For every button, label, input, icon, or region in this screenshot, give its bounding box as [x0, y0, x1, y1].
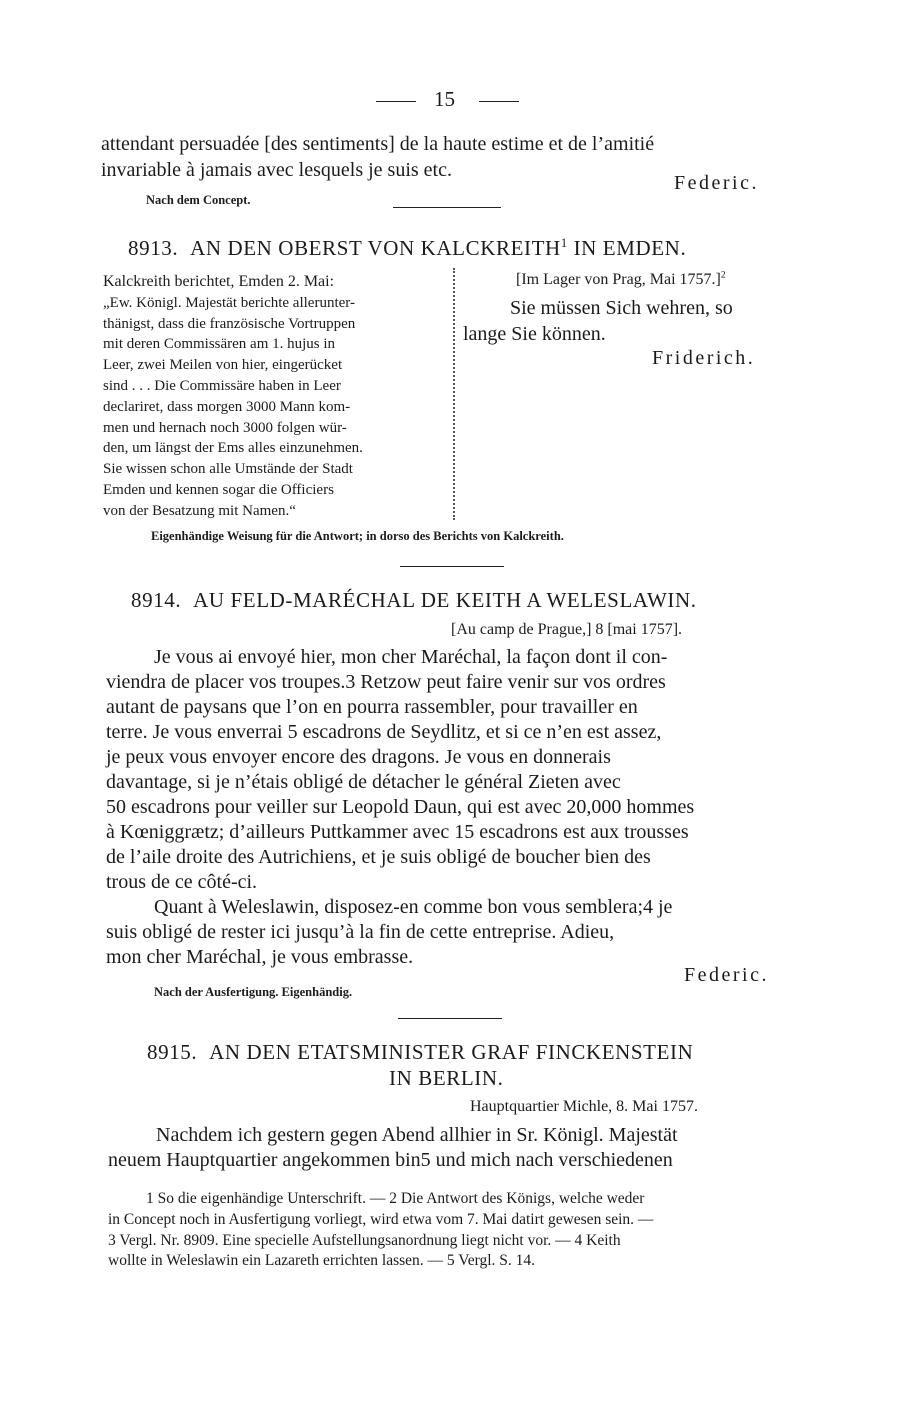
- letter-8914-line-13: mon cher Maréchal, je vous embrasse.: [106, 946, 414, 968]
- letter-8914-signature: Federic.: [684, 964, 769, 986]
- letter-8914-line-6: davantage, si je n’étais obligé de détacher le général Zieten avec: [106, 771, 621, 793]
- footnote-line-2: in Concept noch in Ausfertigung vorliegt, wird etwa vom 7. Mai datirt gewesen sein. —: [108, 1210, 654, 1228]
- letter-8915-line-1: Nachdem ich gestern gegen Abend allhier in Sr. Königl. Majestät: [156, 1124, 678, 1146]
- letter-8915-body: [108, 1123, 806, 1173]
- letter-8914-line-9: de l’aile droite des Autrichiens, et je suis obligé de boucher bien des: [106, 846, 651, 868]
- report-line-2: „Ew. Königl. Majestät berichte allerunter-: [103, 294, 355, 311]
- letter-8915-number: 8915.: [147, 1040, 198, 1064]
- letter-8914-line-7: 50 escadrons pour veiller sur Leopold Daun, qui est avec 20,000 hommes: [106, 796, 695, 818]
- letter-8914-line-12: suis obligé de rester ici jusqu’à la fin de cette entreprise. Adieu,: [106, 921, 615, 943]
- letter-8914-line-5: je peux vous envoyer encore des dragons. Je vous en donnerais: [106, 746, 611, 768]
- letter-8913-number: 8913.: [128, 236, 179, 260]
- report-line-3: thänigst, dass die französische Vortruppen: [103, 315, 356, 332]
- letter-8914-source-note: Nach der Ausfertigung. Eigenhändig.: [154, 985, 353, 999]
- letter-8914-line-3: autant de paysans que l’on en pourra rassembler, pour travailler en: [106, 696, 638, 718]
- letter-8914-line-4: terre. Je vous enverrai 5 escadrons de Seydlitz, et si ce n’en est assez,: [106, 721, 662, 743]
- letter-8913-signature: Friderich.: [652, 347, 756, 369]
- page-number-rule-right: [479, 101, 519, 102]
- letter-8913-reply-2: lange Sie können.: [463, 323, 606, 345]
- letter-8913-title-note: 1: [560, 236, 568, 250]
- letter-8913-dateline-note: 2: [720, 269, 726, 281]
- letter-8914-line-1: Je vous ai envoyé hier, mon cher Maréchal, la façon dont il con-: [154, 646, 668, 668]
- letter-8913-dateline: [516, 271, 726, 289]
- letter-8915-title-1: AN DEN ETATSMINISTER GRAF FINCKENSTEIN: [209, 1040, 694, 1064]
- report-line-11: Emden und kennen sogar die Officiers: [103, 481, 334, 498]
- intro-source-note: Nach dem Concept.: [146, 193, 251, 207]
- report-line-5: Leer, zwei Meilen von hier, eingerücket: [103, 357, 343, 374]
- letter-8915-title-2: IN BERLIN.: [389, 1066, 504, 1090]
- report-line-12: von der Besatzung mit Namen.“: [103, 502, 296, 519]
- section-divider-1: [393, 207, 501, 208]
- report-line-9: den, um längst der Ems alles einzunehmen.: [103, 440, 363, 457]
- intro-line-1: [101, 132, 799, 157]
- letter-8914-number: 8914.: [131, 588, 182, 612]
- letter-8913-heading: [128, 236, 686, 261]
- footnotes: [108, 1189, 808, 1272]
- intro-signature: Federic.: [674, 172, 759, 194]
- section-divider-2: [400, 566, 504, 567]
- report-line-7: declariret, dass morgen 3000 Mann kom-: [103, 398, 351, 415]
- letter-8913-reply-1: Sie müssen Sich wehren, so: [510, 297, 733, 319]
- section-divider-3: [398, 1018, 502, 1019]
- footnote-line-1: 1 So die eigenhändige Unterschrift. — 2 Die Antwort des Königs, welche weder: [146, 1190, 645, 1207]
- footnote-line-4: wollte in Weleslawin ein Lazareth errichten lassen. — 5 Vergl. S. 14.: [108, 1252, 536, 1270]
- report-line-4: mit deren Commissären am 1. hujus in: [103, 336, 336, 353]
- letter-8914-body: [106, 645, 800, 970]
- intro-line-2: invariable à jamais avec lesquels je suis etc.: [101, 159, 452, 181]
- intro-text-1: attendant persuadée [des sentiments] de la haute estime et de l’amitié: [101, 133, 655, 155]
- report-line-10: Sie wissen schon alle Umstände der Stadt: [103, 461, 353, 478]
- report-line-8: men und hernach noch 3000 folgen wür-: [103, 419, 347, 436]
- letter-8914-title: AU FELD-MARÉCHAL DE KEITH A WELESLAWIN.: [193, 588, 697, 612]
- letter-8914-line-8: à Kœniggrætz; d’ailleurs Puttkammer avec 15 escadrons est aux trousses: [106, 821, 689, 843]
- page-number: 15: [434, 87, 455, 111]
- letter-8914-heading: [131, 588, 697, 613]
- footnote-line-3: 3 Vergl. Nr. 8909. Eine specielle Aufstellungsanordnung liegt nicht vor. — 4 Keith: [108, 1231, 621, 1249]
- page-number-rule-left: [376, 101, 416, 102]
- letter-8915-heading: [147, 1040, 693, 1065]
- letter-8913-source-note: Eigenhändige Weisung für die Antwort; in dorso des Berichts von Kalckreith.: [151, 529, 564, 543]
- letter-8913-dateline-text: [Im Lager von Prag, Mai 1757.]: [516, 271, 721, 288]
- report-line-6: sind . . . Die Commissäre haben in Leer: [103, 377, 341, 394]
- report-line-1: Kalckreith berichtet, Emden 2. Mai:: [103, 273, 335, 290]
- letter-8914-line-10: trous de ce côté-ci.: [106, 871, 258, 893]
- letter-8913-title-suffix: IN EMDEN.: [573, 236, 687, 260]
- letter-8913-title: AN DEN OBERST VON KALCKREITH: [190, 236, 561, 260]
- letter-8914-line-2: viendra de placer vos troupes.3 Retzow peut faire venir sur vos ordres: [106, 671, 666, 693]
- letter-8915-dateline: Hauptquartier Michle, 8. Mai 1757.: [470, 1098, 698, 1115]
- letter-8914-dateline: [Au camp de Prague,] 8 [mai 1757].: [451, 621, 683, 638]
- column-divider: [453, 268, 455, 520]
- letter-8914-line-11: Quant à Weleslawin, disposez-en comme bon vous semblera;4 je: [154, 896, 673, 918]
- letter-8915-line-2: neuem Hauptquartier angekommen bin5 und mich nach verschiedenen: [108, 1149, 673, 1171]
- letter-8913-report: [103, 272, 436, 522]
